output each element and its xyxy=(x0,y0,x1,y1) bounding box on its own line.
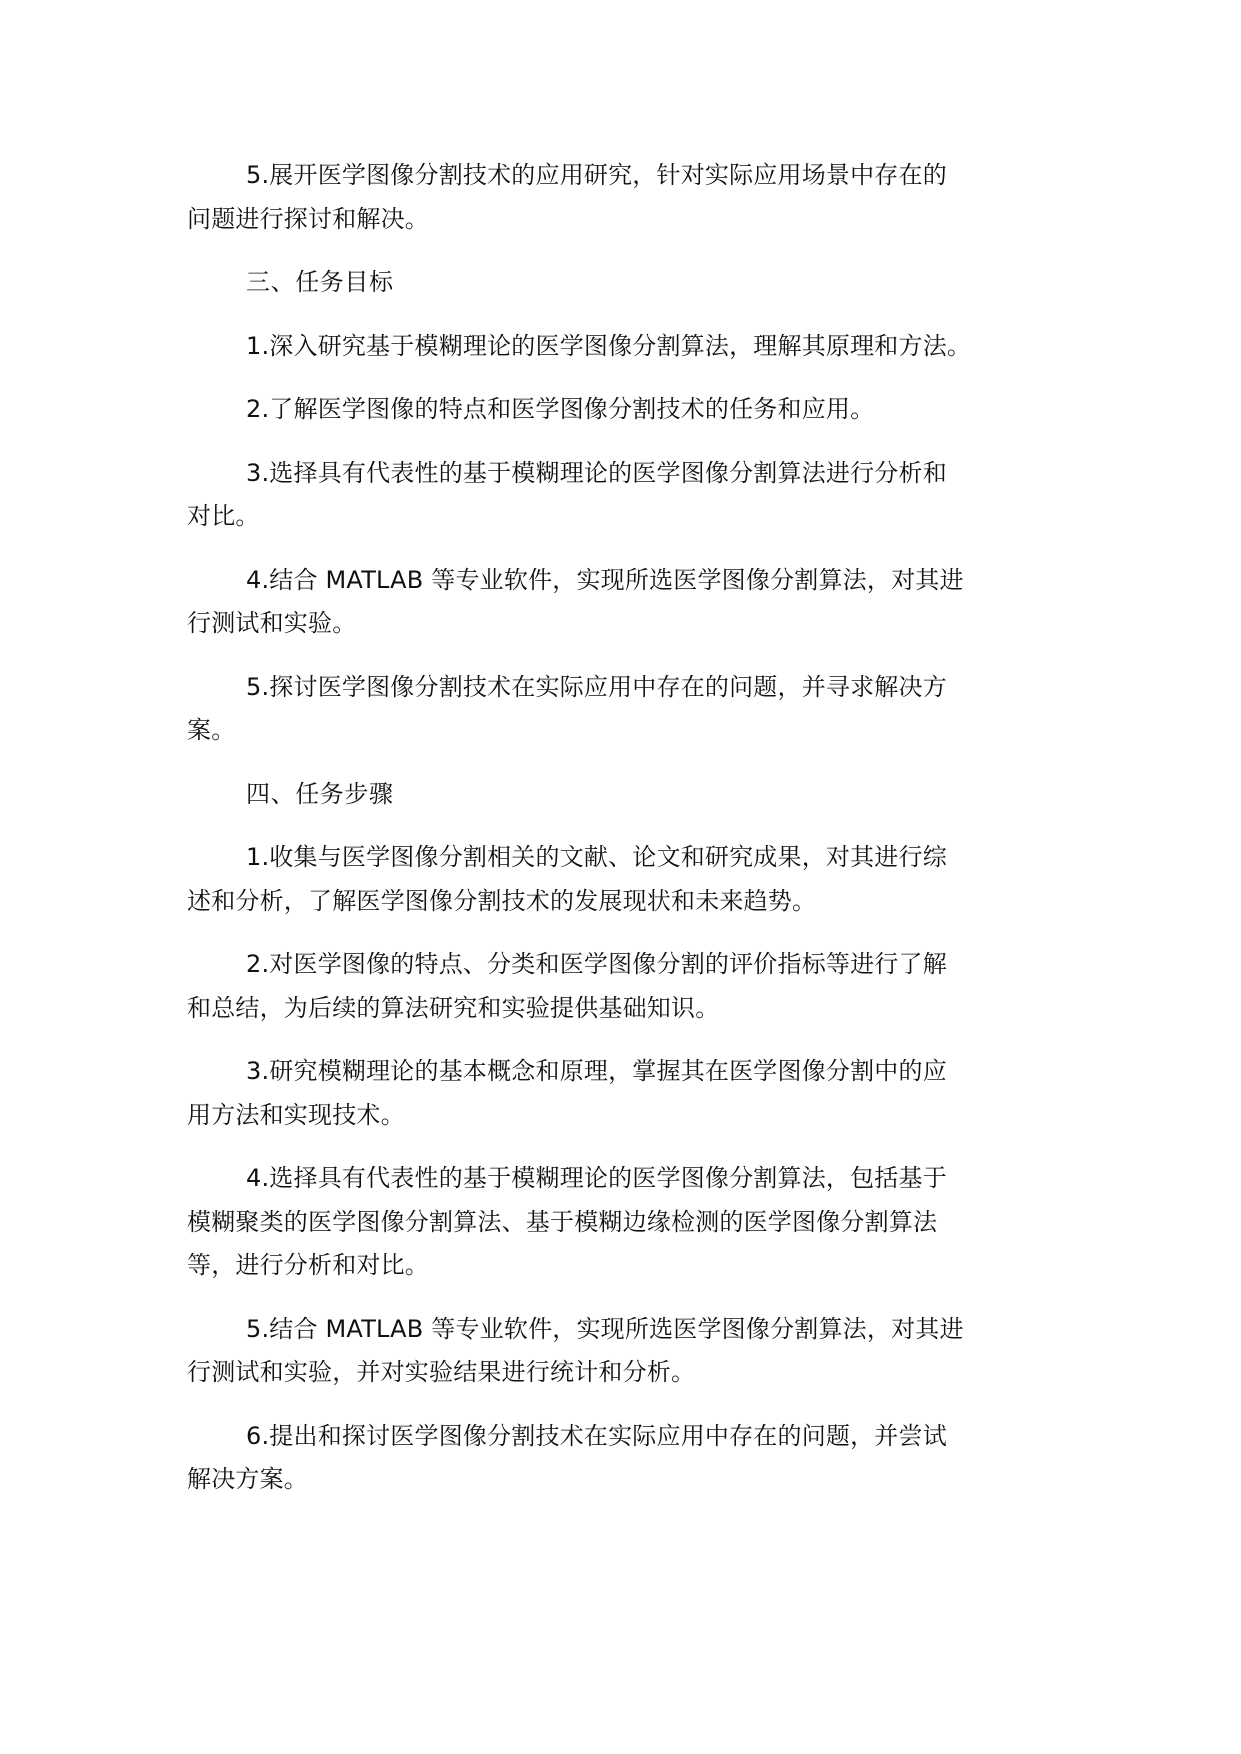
paragraph xyxy=(187,1157,1037,1288)
text-line: 4.选择具有代表性的基于模糊理论的医学图像分割算法，包括基于 xyxy=(246,1164,947,1192)
text-line: 3.研究模糊理论的基本概念和原理，掌握其在医学图像分割中的应 xyxy=(246,1057,947,1085)
paragraph xyxy=(187,559,1037,646)
section-heading xyxy=(187,773,1037,817)
text-line: 和总结，为后续的算法研究和实验提供基础知识。 xyxy=(187,993,720,1022)
text-line: 述和分析，了解医学图像分割技术的发展现状和未来趋势。 xyxy=(187,886,817,915)
text-line: 4.结合 MATLAB 等专业软件，实现所选医学图像分割算法，对其进 xyxy=(246,565,964,594)
text-line: 5.探讨医学图像分割技术在实际应用中存在的问题，并寻求解决方 xyxy=(246,672,947,701)
paragraph xyxy=(187,836,1037,923)
document-body xyxy=(187,154,1037,1522)
text-line: 5.结合 MATLAB 等专业软件，实现所选医学图像分割算法，对其进 xyxy=(246,1314,964,1343)
text-line: 等，进行分析和对比。 xyxy=(187,1251,429,1279)
paragraph xyxy=(187,388,1037,432)
section-heading xyxy=(187,261,1037,305)
text-line: 三、任务目标 xyxy=(246,268,394,296)
text-line: 5.展开医学图像分割技术的应用研究，针对实际应用场景中存在的 xyxy=(246,161,947,189)
paragraph xyxy=(187,154,1037,241)
text-line: 1.深入研究基于模糊理论的医学图像分割算法，理解其原理和方法。 xyxy=(246,331,972,360)
text-line: 3.选择具有代表性的基于模糊理论的医学图像分割算法进行分析和 xyxy=(246,458,947,487)
text-line: 6.提出和探讨医学图像分割技术在实际应用中存在的问题，并尝试 xyxy=(246,1421,947,1450)
paragraph xyxy=(187,452,1037,539)
paragraph xyxy=(187,325,1037,369)
paragraph xyxy=(187,1308,1037,1395)
text-line: 解决方案。 xyxy=(187,1465,308,1493)
paragraph xyxy=(187,666,1037,753)
text-line: 对比。 xyxy=(187,502,260,530)
paragraph xyxy=(187,1050,1037,1137)
text-line: 四、任务步骤 xyxy=(246,779,394,808)
paragraph xyxy=(187,1415,1037,1502)
text-line: 案。 xyxy=(187,716,236,744)
paragraph xyxy=(187,943,1037,1030)
text-line: 模糊聚类的医学图像分割算法、基于模糊边缘检测的医学图像分割算法 xyxy=(187,1207,938,1236)
text-line: 2.对医学图像的特点、分类和医学图像分割的评价指标等进行了解 xyxy=(246,950,947,978)
text-line: 行测试和实验。 xyxy=(187,609,357,637)
text-line: 2.了解医学图像的特点和医学图像分割技术的任务和应用。 xyxy=(246,395,875,423)
text-line: 问题进行探讨和解决。 xyxy=(187,204,429,233)
text-line: 行测试和实验，并对实验结果进行统计和分析。 xyxy=(187,1358,696,1386)
text-line: 1.收集与医学图像分割相关的文献、论文和研究成果，对其进行综 xyxy=(246,843,947,871)
text-line: 用方法和实现技术。 xyxy=(187,1100,405,1129)
